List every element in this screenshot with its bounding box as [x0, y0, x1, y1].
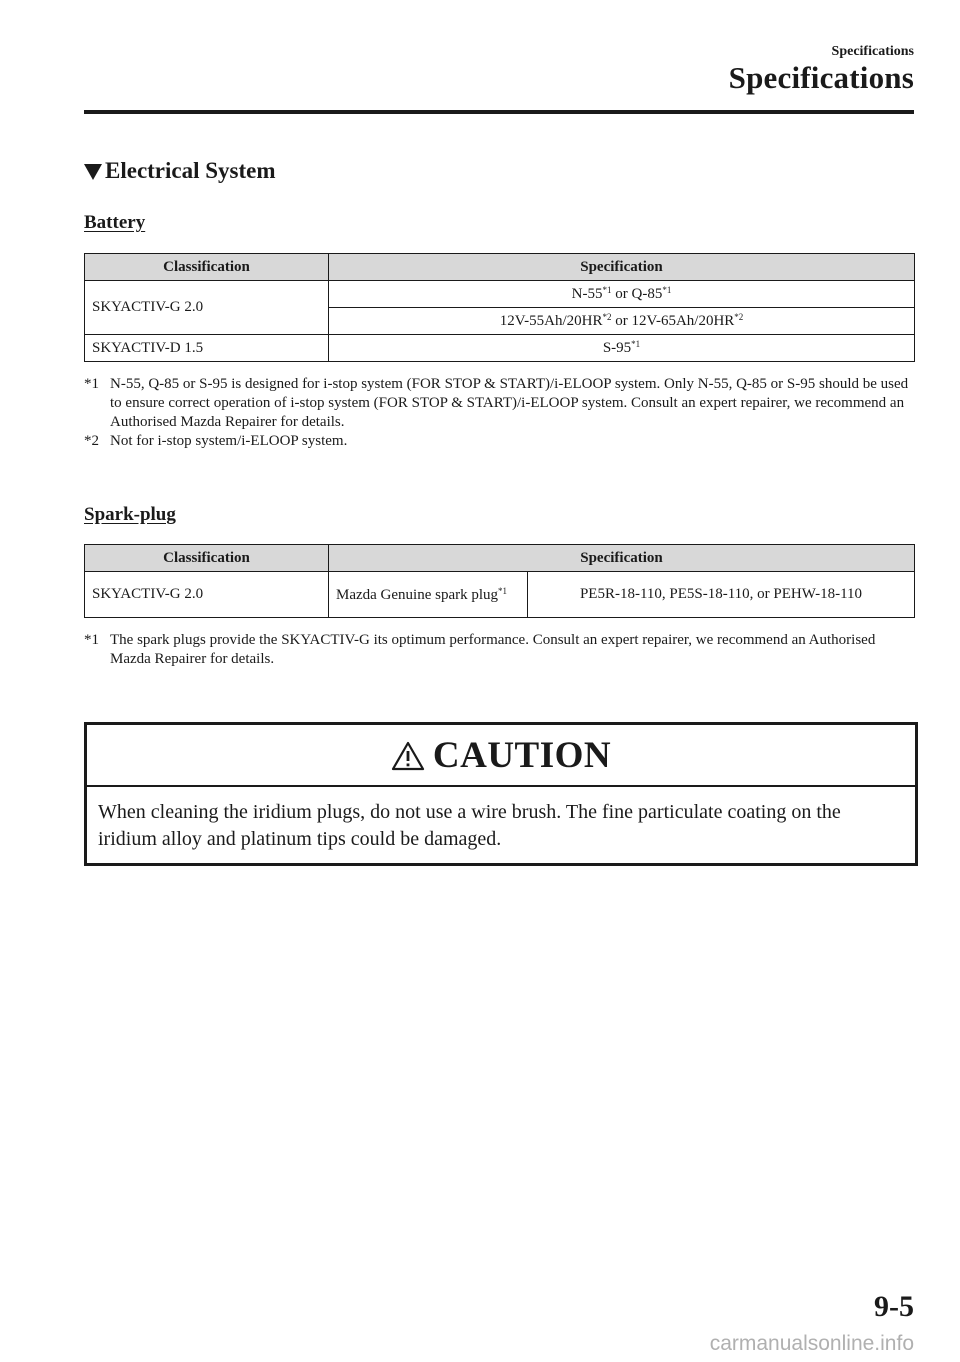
chapter-label: Specifications: [831, 44, 914, 59]
spark-plug-notes: [84, 631, 915, 669]
classification-cell: SKYACTIV-G 2.0: [85, 281, 329, 335]
caution-header: [87, 725, 915, 787]
table-header-row: [85, 254, 915, 281]
section-title: [84, 158, 276, 184]
caution-title: CAUTION: [432, 734, 612, 776]
spark-plug-title: Spark-plug: [84, 504, 176, 525]
table-header-row: [85, 545, 915, 572]
spec-cell: S-95$^{*1}$: [329, 335, 915, 362]
header-classification: Classification: [85, 545, 329, 572]
spec-cell: N-55$^{*1}$ or Q-85$^{*1}$: [329, 281, 915, 308]
header-specification: Specification: [329, 254, 915, 281]
header-specification: Specification: [329, 545, 915, 572]
table-row: [85, 335, 915, 362]
header-classification: Classification: [85, 254, 329, 281]
table-row: [85, 572, 915, 618]
footnote: *1 The spark plugs provide the SKYACTIV-G its optimum performance. Consult an expert repairer, we recommend an Authorised Mazda Repairer for details.: [84, 632, 876, 667]
watermark: carmanualsonline.info: [709, 1332, 914, 1355]
footnote: *2 Not for i-stop system/i-ELOOP system.: [84, 433, 348, 449]
caution-text: When cleaning the iridium plugs, do not use a wire brush. The fine particulate coating on the iridium alloy and platinum tips could be damaged.: [98, 801, 841, 850]
classification-cell: SKYACTIV-D 1.5: [85, 335, 329, 362]
spark-plug-table: [84, 544, 915, 618]
spec-cell: 12V-55Ah/20HR$^{*2}$ or 12V-65Ah/20HR$^{*2}$: [329, 308, 915, 335]
caution-box: [84, 722, 918, 866]
battery-title: Battery: [84, 212, 146, 233]
triangle-down-icon: [84, 164, 102, 180]
plug-type-cell: Mazda Genuine spark plug$^{*1}$: [329, 572, 528, 618]
part-numbers-cell: PE5R-18-110, PE5S-18-110, or PEHW-18-110: [528, 572, 915, 618]
battery-table: [84, 253, 915, 362]
page-number: 9-5: [874, 1290, 914, 1323]
page-title: Specifications: [728, 60, 914, 95]
table-row: [85, 281, 915, 308]
header-divider: [84, 110, 914, 114]
battery-notes: [84, 375, 915, 451]
warning-icon: [391, 741, 425, 771]
section-title-text: Electrical System: [105, 158, 276, 183]
classification-cell: SKYACTIV-G 2.0: [85, 572, 329, 618]
footnote: *1 N-55, Q-85 or S-95 is designed for i-stop system (FOR STOP & START)/i-ELOOP system. Only N-55, Q-85 or S-95 should be used to ensure correct operation of i-stop system (FOR STOP & START)/i-ELOOP system. Consult an expert repairer, we recommend an Authorised Mazda Repairer for details.: [84, 376, 909, 430]
